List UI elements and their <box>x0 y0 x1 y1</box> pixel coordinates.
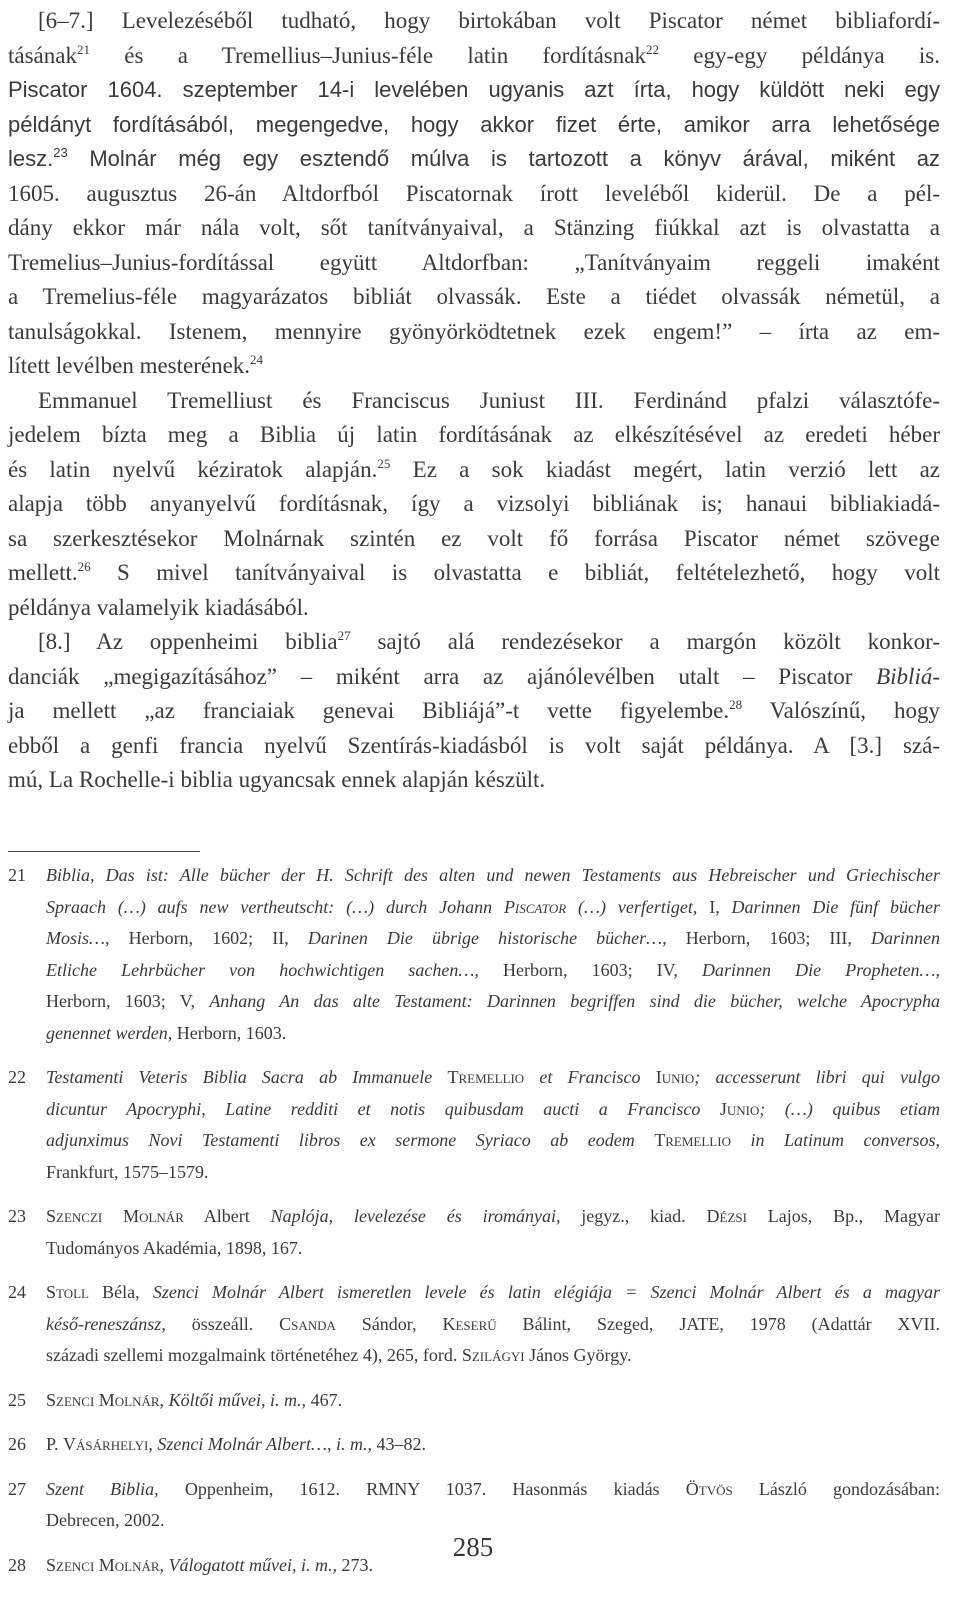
paragraph-line: sa szerkesztésekor Molnárnak szintén ez volt fő forrása Piscator német szövege <box>8 525 940 551</box>
footnote-ref[interactable]: 26 <box>77 559 91 574</box>
footnote-number: 24 <box>8 1282 26 1302</box>
paragraph-line: mú, La Rochelle-i biblia ugyancsak ennek alapján készült. <box>8 767 546 792</box>
footnote-21: 21 Biblia, Das ist: Alle bücher der H. Schrift des alten und newen Testaments aus Hebreischer und Griechischer Spraach (…) aufs new vertheutscht: (…) durch Johann Piscator (…) verfertiget, I, Darinnen Die fünf bücher Mosis…, Herborn, 1602; II, Darinen Die übrige historische bücher…, Herborn, 1603; III, Darinnen Etliche Lehrbücher von hochwichtigen sachen…, Herborn, 1603; IV, Darinnen Die Propheten…, Herborn, 1603; V, Anhang An das alte Testament: Darinnen begriffen sind die bücher, welche Apocrypha genennet werden, Herborn, 1603. <box>8 862 940 1051</box>
footnote-ref[interactable]: 24 <box>250 352 264 367</box>
paragraph-line: ebből a genfi francia nyelvű Szentírás-kiadásból is volt saját példánya. A [3.] szá- <box>8 732 940 758</box>
paragraph-line: példánya valamelyik kiadásából. <box>8 594 309 620</box>
footnote-number: 26 <box>8 1434 26 1454</box>
footnote-27: 27 Szent Biblia, Oppenheim, 1612. RMNY 1037. Hasonmás kiadás Ötvös László gondozásában: Debrecen, 2002. <box>8 1476 940 1539</box>
footnote-number: 21 <box>8 865 26 885</box>
paragraph-line: példányt fordításából, megengedve, hogy akkor fizet érte, amikor arra lehetősége <box>8 111 940 137</box>
paragraph-line: dány ekkor már nála volt, sőt tanítványaival, a Stänzing fiúkkal azt is olvastatta a <box>8 215 940 240</box>
paragraph-line: tanulságokkal. Istenem, mennyire gyönyörködtetnek ezek engem!” – írta az em- <box>8 318 940 344</box>
paragraph-line: tásának$^{21}$ és a Tremellius–Junius-féle latin fordításnak$^{22}$ egy-egy példánya is. <box>8 41 940 68</box>
main-text <box>8 4 940 798</box>
paragraph-line: Emmanuel Tremelliust és Franciscus Juniust III. Ferdinánd pfalzi választófe- <box>38 387 940 413</box>
footnote-28: 28 Szenci Molnár, Válogatott művei, i. m., 273. <box>8 1552 940 1584</box>
footnote-number: 28 <box>8 1554 26 1575</box>
footnote-number: 23 <box>8 1206 26 1226</box>
paragraph-line: danciák „megigazításához” – miként arra az ajánólevélben utalt – Piscator Bibliá- <box>8 663 940 689</box>
paragraph-line: ja mellett „az franciaiak genevai Bibliájá”-t vette figyelembe.$^{28}$ Valószínű, hogy <box>8 697 940 723</box>
paragraph-line: [8.] Az oppenheimi biblia$^{27}$ sajtó alá rendezésekor a margón közölt konkor- <box>38 628 940 654</box>
paragraph-line: [6–7.] Levelezéséből tudható, hogy birtokában volt Piscator német bibliafordí- <box>38 8 940 33</box>
footnote-number: 22 <box>8 1067 26 1087</box>
paragraph-line: alapja több anyanyelvű fordításnak, így a vizsolyi bibliának is; hanaui bibliakiadá- <box>8 491 940 516</box>
footnote-ref[interactable]: 28 <box>729 697 743 712</box>
footnote-number: 27 <box>8 1478 26 1499</box>
footnote-number: 25 <box>8 1389 26 1410</box>
footnote-26: 26 P. Vásárhelyi, Szenci Molnár Albert…, i. m., 43–82. <box>8 1431 940 1463</box>
footnote-25: 25 Szenci Molnár, Költői művei, i. m., 467. <box>8 1387 940 1419</box>
paragraph-line: Piscator 1604. szeptember 14-i levelében ugyanis azt írta, hogy küldött neki egy <box>8 77 940 102</box>
footnotes <box>8 862 940 1596</box>
paragraph-line: mellett.$^{26}$ S mivel tanítványaival is olvastatta e bibliát, feltételezhető, hogy volt <box>8 559 940 585</box>
footnote-ref[interactable]: 22 <box>645 41 659 57</box>
footnote-24: 24 Stoll Béla, Szenci Molnár Albert ismeretlen levele és latin elégiája = Szenci Molnár Albert és a magyar késő-reneszánsz, összeáll. Csanda Sándor, Keserű Bálint, Szeged, JATE, 1978 (Adattár XVII. századi szellemi mozgalmaink történetéhez 4), 265, ford. Szilágyi János György. <box>8 1279 940 1374</box>
paragraph-line: jedelem bízta meg a Biblia új latin fordításának az elkészítésével az eredeti héber <box>8 422 940 447</box>
footnote-ref[interactable]: 21 <box>76 41 90 57</box>
footnote-23: 23 Szenczi Molnár Albert Naplója, levelezése és irományai, jegyz., kiad. Dézsi Lajos, Bp., Magyar Tudományos Akadémia, 1898, 167. <box>8 1203 940 1266</box>
footnote-ref[interactable]: 25 <box>377 455 391 471</box>
footnote-divider <box>8 851 200 852</box>
footnote-22: 22 Testamenti Veteris Biblia Sacra ab Immanuele Tremellio et Francisco Iunio; accesserunt libri qui vulgo dicuntur Apocryphi, Latine redditi et notis quibusdam aucti a Francisco Junio; (…) quibus etiam adjunximus Novi Testamenti libros ex sermone Syriaco ab eodem Tremellio in Latinum conversos, Frankfurt, 1575–1579. <box>8 1064 940 1190</box>
paragraph-line: lített levélben mesterének.$^{24}$ <box>8 352 264 378</box>
paragraph-line: 1605. augusztus 26-án Altdorfból Piscatornak írott leveléből kiderül. De a pél- <box>8 180 940 206</box>
page-number: 285 <box>452 1532 494 1562</box>
paragraph-line: Tremelius–Junius-fordítással együtt Altdorfban: „Tanítványaim reggeli imaként <box>8 249 940 275</box>
paragraph-line: és latin nyelvű kéziratok alapján.$^{25}$ Ez a sok kiadást megért, latin verzió lett az <box>8 455 941 482</box>
paragraph-line: a Tremelius-féle magyarázatos bibliát olvassák. Este a tiédet olvassák németül, a <box>8 284 940 309</box>
footnote-ref[interactable]: 23 <box>53 145 68 160</box>
paragraph-line: lesz.$^{23}$ Molnár még egy esztendő múlva is tartozott a könyv árával, miként az <box>8 145 940 171</box>
footnote-ref[interactable]: 27 <box>337 628 351 643</box>
